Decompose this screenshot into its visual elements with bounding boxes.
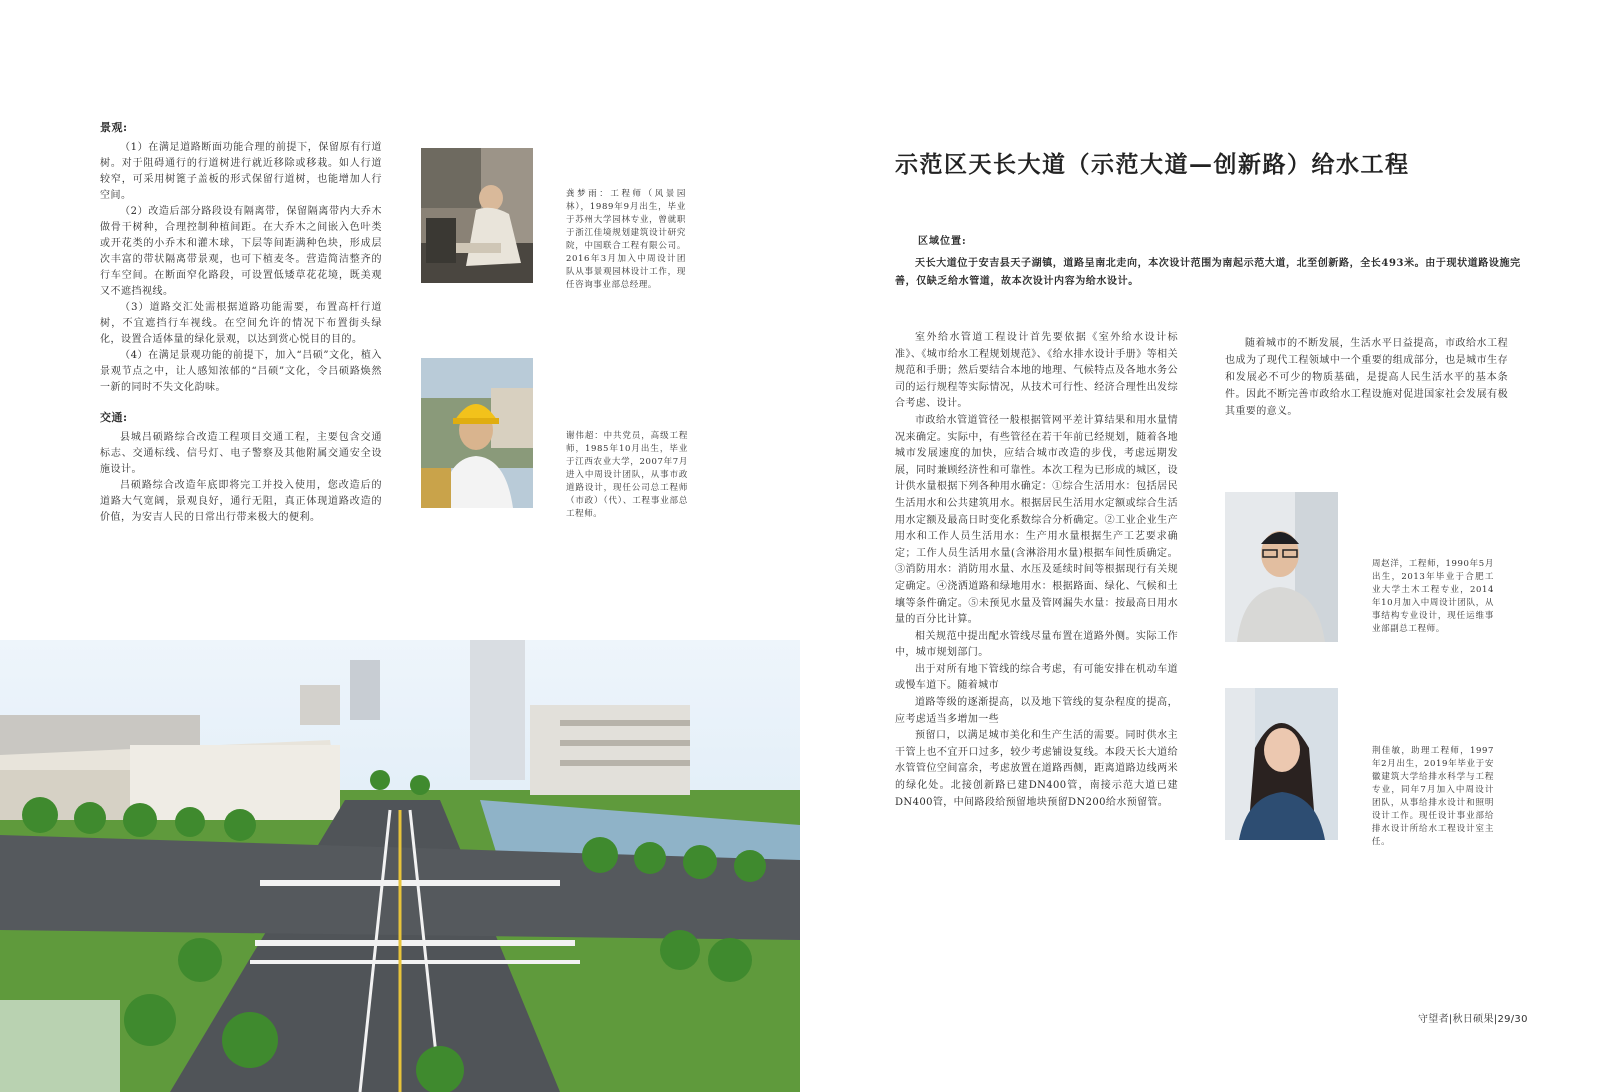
traffic-para-1: 县城吕硕路综合改造工程项目交通工程，主要包含交通标志、交通标线、信号灯、电子警察及其他附属交通安全设施设计。 xyxy=(100,432,382,475)
road-intersection-rendering xyxy=(0,640,800,1092)
landscape-para-2: （2）改造后部分路段设有隔离带，保留隔离带内大乔木做骨干树种，合理控制种植间距。在大乔木之间嵌入色叶类或开花类的小乔木和灌木球，下层等间距满种色块，形成层次丰富的带状隔离带景观，也可下植麦冬。营造简洁整齐的行车空间。在断面窄化路段，可设置低矮草花花境，既美观又不遮挡视线。 xyxy=(100,206,382,297)
landscape-para-3: （3）道路交汇处需根据道路功能需要，布置高杆行道树，不宜遮挡行车视线。在空间允许的情况下布置街头绿化，设置合适体量的绿化景观，以达到赏心悦目的目的。 xyxy=(100,302,382,345)
page-footer: 守望者|秋日硕果|29/30 xyxy=(1418,1014,1528,1025)
body-para-1: 室外给水管道工程设计首先要依据《室外给水设计标准》、《城市给水工程规划规范》、《给水排水设计手册》等相关规范和手册；然后要结合本地的地理、气候特点及各地水务公司的运行规程等实际情况，从技术可行性、经济合理性出发综合考虑、设计。 xyxy=(895,332,1178,410)
traffic-heading: 交通: xyxy=(100,411,128,424)
left-text-column xyxy=(100,120,382,526)
portrait-man-glasses-photo xyxy=(1225,492,1338,642)
body-para-2: 市政给水管道管径一般根据管网平差计算结果和用水量情况来确定。实际中，有些管径在若干年前已经规划，随着各地城市发展速度的加快，应结合城市改造的步伐，考虑远期发展，同时兼顾经济性和可靠性。本次工程为已形成的城区，设计供水量根据下列各种用水确定：①综合生活用水：包括居民生活用水和公共建筑用水。根据居民生活用水定额或综合生活用水定额及最高日时变化系数综合分析确定。②工业企业生产用水和工作人员生活用水：生产用水量根据生产工艺要求确定；工作人员生活用水量(含淋浴用水量)根据车间性质确定。③消防用水：消防用水量、水压及延续时间等根据现行有关规定确定。④浇洒道路和绿地用水：根据路面、绿化、气候和土壤等条件确定。⑤未预见水量及管网漏失水量：按最高日用水量的百分比计算。 xyxy=(895,414,1178,626)
landscape-para-4: （4）在满足景观功能的前提下，加入“吕硕”文化，植入景观节点之中，让人感知浓郁的“吕硕”文化，令吕硕路焕然一新的同时不失文化韵味。 xyxy=(100,350,382,393)
bio-4: 荆佳敏，助理工程师，1997年2月出生，2019年毕业于安徽建筑大学给排水科学与工程专业，同年7月加入中周设计团队，从事给排水设计和照明设计工作。现任设计事业部给排水设计所给水工程设计室主任。 xyxy=(1372,746,1494,847)
bio-2: 谢伟超：中共党员，高级工程师，1985年10月出生，毕业于江西农业大学，2007年7月进入中周设计团队，从事市政道路设计，现任公司总工程师（市政）（代）、工程事业部总工程师。 xyxy=(566,431,688,519)
portrait-woman-long-hair-photo xyxy=(1225,688,1338,840)
portrait-woman-sitting-photo xyxy=(421,148,533,283)
side-text-column: 随着城市的不断发展，生活水平日益提高，市政给水工程也成为了现代工程领域中一个重要的组成部分，也是城市生存和发展必不可少的物质基础，是提高人民生活水平的基本条件。因此不断完善市政给水工程设施对促进国家社会发展有极其重要的意义。 xyxy=(1225,338,1508,417)
region-text: 天长大道位于安吉县天子湖镇，道路呈南北走向，本次设计范围为南起示范大道，北至创新路，全长493米。由于现状道路设施完善，仅缺乏给水管道，故本次设计内容为给水设计。 xyxy=(895,258,1521,287)
page-title: 示范区天长大道（示范大道—创新路）给水工程 xyxy=(895,151,1410,178)
landscape-para-1: （1）在满足道路断面功能合理的前提下，保留原有行道树。对于阻碍通行的行道树进行就近移除或移栽。如人行道较窄，可采用树篦子盖板的形式保留行道树，也能增加人行空间。 xyxy=(100,142,382,201)
body-para-6: 预留口，以满足城市美化和生产生活的需要。同时供水主干管上也不宜开口过多，较少考虑铺设复线。本段天长大道给水管管位空间富余，考虑放置在道路西侧，距离道路边线两米的绿化处。北接创新路已建DN400管，南接示范大道已建DN400管，中间路段给预留地块预留DN200给水预留管。 xyxy=(895,730,1178,808)
body-text-column xyxy=(895,330,1178,811)
body-para-5: 道路等级的逐渐提高，以及地下管线的复杂程度的提高，应考虑适当多增加一些 xyxy=(895,697,1178,725)
region-label: 区域位置: xyxy=(918,236,967,247)
bio-3: 周赵洋，工程师，1990年5月出生，2013年毕业于合肥工业大学土木工程专业，2014年10月加入中周设计团队，从事结构专业设计，现任运维事业部副总工程师。 xyxy=(1372,559,1494,634)
portrait-man-hardhat-photo xyxy=(421,358,533,508)
bio-1: 龚梦雨：工程师（风景园林），1989年9月出生，毕业于苏州大学园林专业，曾就职于浙江佳境规划建筑设计研究院，中国联合工程有限公司。2016年3月加入中周设计团队从事景观园林设计工作，现任咨询事业部总经理。 xyxy=(566,189,686,290)
body-para-4: 出于对所有地下管线的综合考虑，有可能安排在机动车道或慢车道下。随着城市 xyxy=(895,663,1178,692)
traffic-para-2: 吕硕路综合改造年底即将完工并投入使用，您改造后的道路大气宽阔，景观良好，通行无阻，真正体现道路改造的价值，为安吉人民的日常出行带来极大的便利。 xyxy=(100,480,382,523)
landscape-heading: 景观: xyxy=(100,121,128,134)
body-para-3: 相关规范中提出配水管线尽量布置在道路外侧。实际工作中，城市规划部门。 xyxy=(895,630,1178,659)
